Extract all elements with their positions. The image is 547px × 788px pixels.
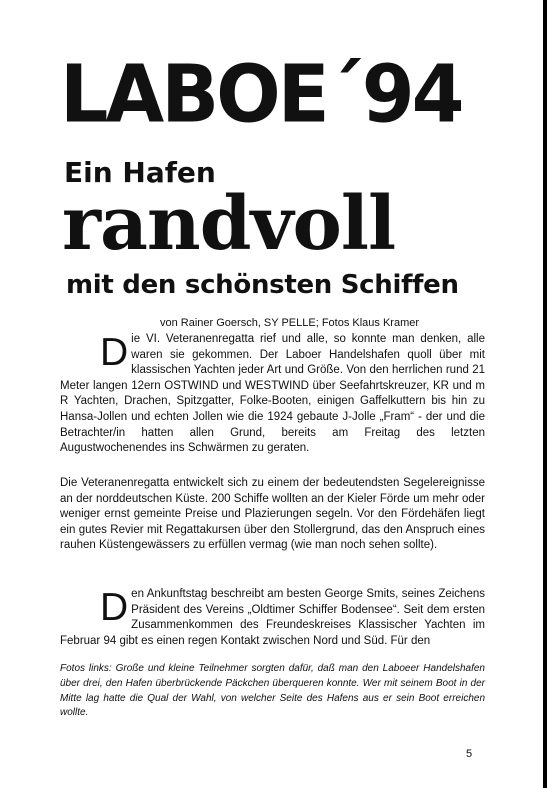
dropcap-letter: D bbox=[100, 331, 129, 374]
headline-subtitle-top: Ein Hafen bbox=[64, 156, 216, 189]
paragraph-text: ie VI. Veteranenregatta rief und alle, so konnte man denken, alle waren sie gekommen. Der Laboer Handelshafen quoll über mit klassischen Yachten jeder Art und Größe. Von den herrlichen rund 21 Meter langen 12ern OSTWIND und WESTWIND über Seefahrtskreuzer, KR und m R Yachten, Drachen, Spitzgatter, Folke-Booten, einigen Gaffelkuttern bis hin zu Hansa-Jollen und echten Jollen wie die 1924 gebaute J-Jolle „Fram“ - der und die Betrachter/in hatten allen Grund, bereits am Freitag des letzten Augustwochenendes ins Schwärmen zu geraten. bbox=[60, 333, 485, 455]
article-paragraph-2 bbox=[60, 476, 485, 554]
article-paragraph-3 bbox=[60, 587, 485, 649]
photo-caption: Fotos links: Große und kleine Teilnehmer sorgten dafür, daß man den Laboeer Handelshafen über drei, den Hafen überbrückende Päckchen überqueren konnte. Wer mit seinem Boot in der Mitte lag hatte die Qual der Wahl, von welcher Seite des Hafens aus er sein Boot erreichen wollte. bbox=[60, 663, 485, 719]
headline-title: LABOE´94 bbox=[60, 46, 462, 141]
dropcap-letter: D bbox=[100, 586, 129, 629]
scan-edge bbox=[543, 0, 547, 788]
headline-subtitle-bottom: mit den schönsten Schiffen bbox=[66, 270, 459, 300]
paragraph-text: en Ankunftstag beschreibt am besten George Smits, seines Zeichens Präsident des Vereins „Oldtimer Schiffer Bodensee“. Seit dem ersten Zusammenkommen des Freundeskreises Klassischer Yachten im Februar 94 gibt es einen regen Kontakt zwischen Nord und Süd. Für den bbox=[60, 588, 485, 647]
paragraph-text: Die Veteranenregatta entwickelt sich zu einem der bedeutendsten Segelereignisse an der norddeutschen Küste. 200 Schiffe wollten an der Kieler Förde um mehr oder weniger ernst gemeinte Preise und Plazierungen segeln. Vor den Fördehäfen liegt ein gutes Revier mit Regattakursen über den Stollergrund, das den Anspruch eines rauhen Küstengewässers zu erfüllen vermag (wie man noch sehen sollte). bbox=[60, 477, 485, 552]
author-byline: von Rainer Goersch, SY PELLE; Fotos Klaus Kramer bbox=[160, 317, 420, 329]
page-number: 5 bbox=[466, 748, 473, 760]
article-paragraph-1 bbox=[60, 332, 485, 457]
headline-subtitle-big: randvoll bbox=[62, 181, 396, 267]
